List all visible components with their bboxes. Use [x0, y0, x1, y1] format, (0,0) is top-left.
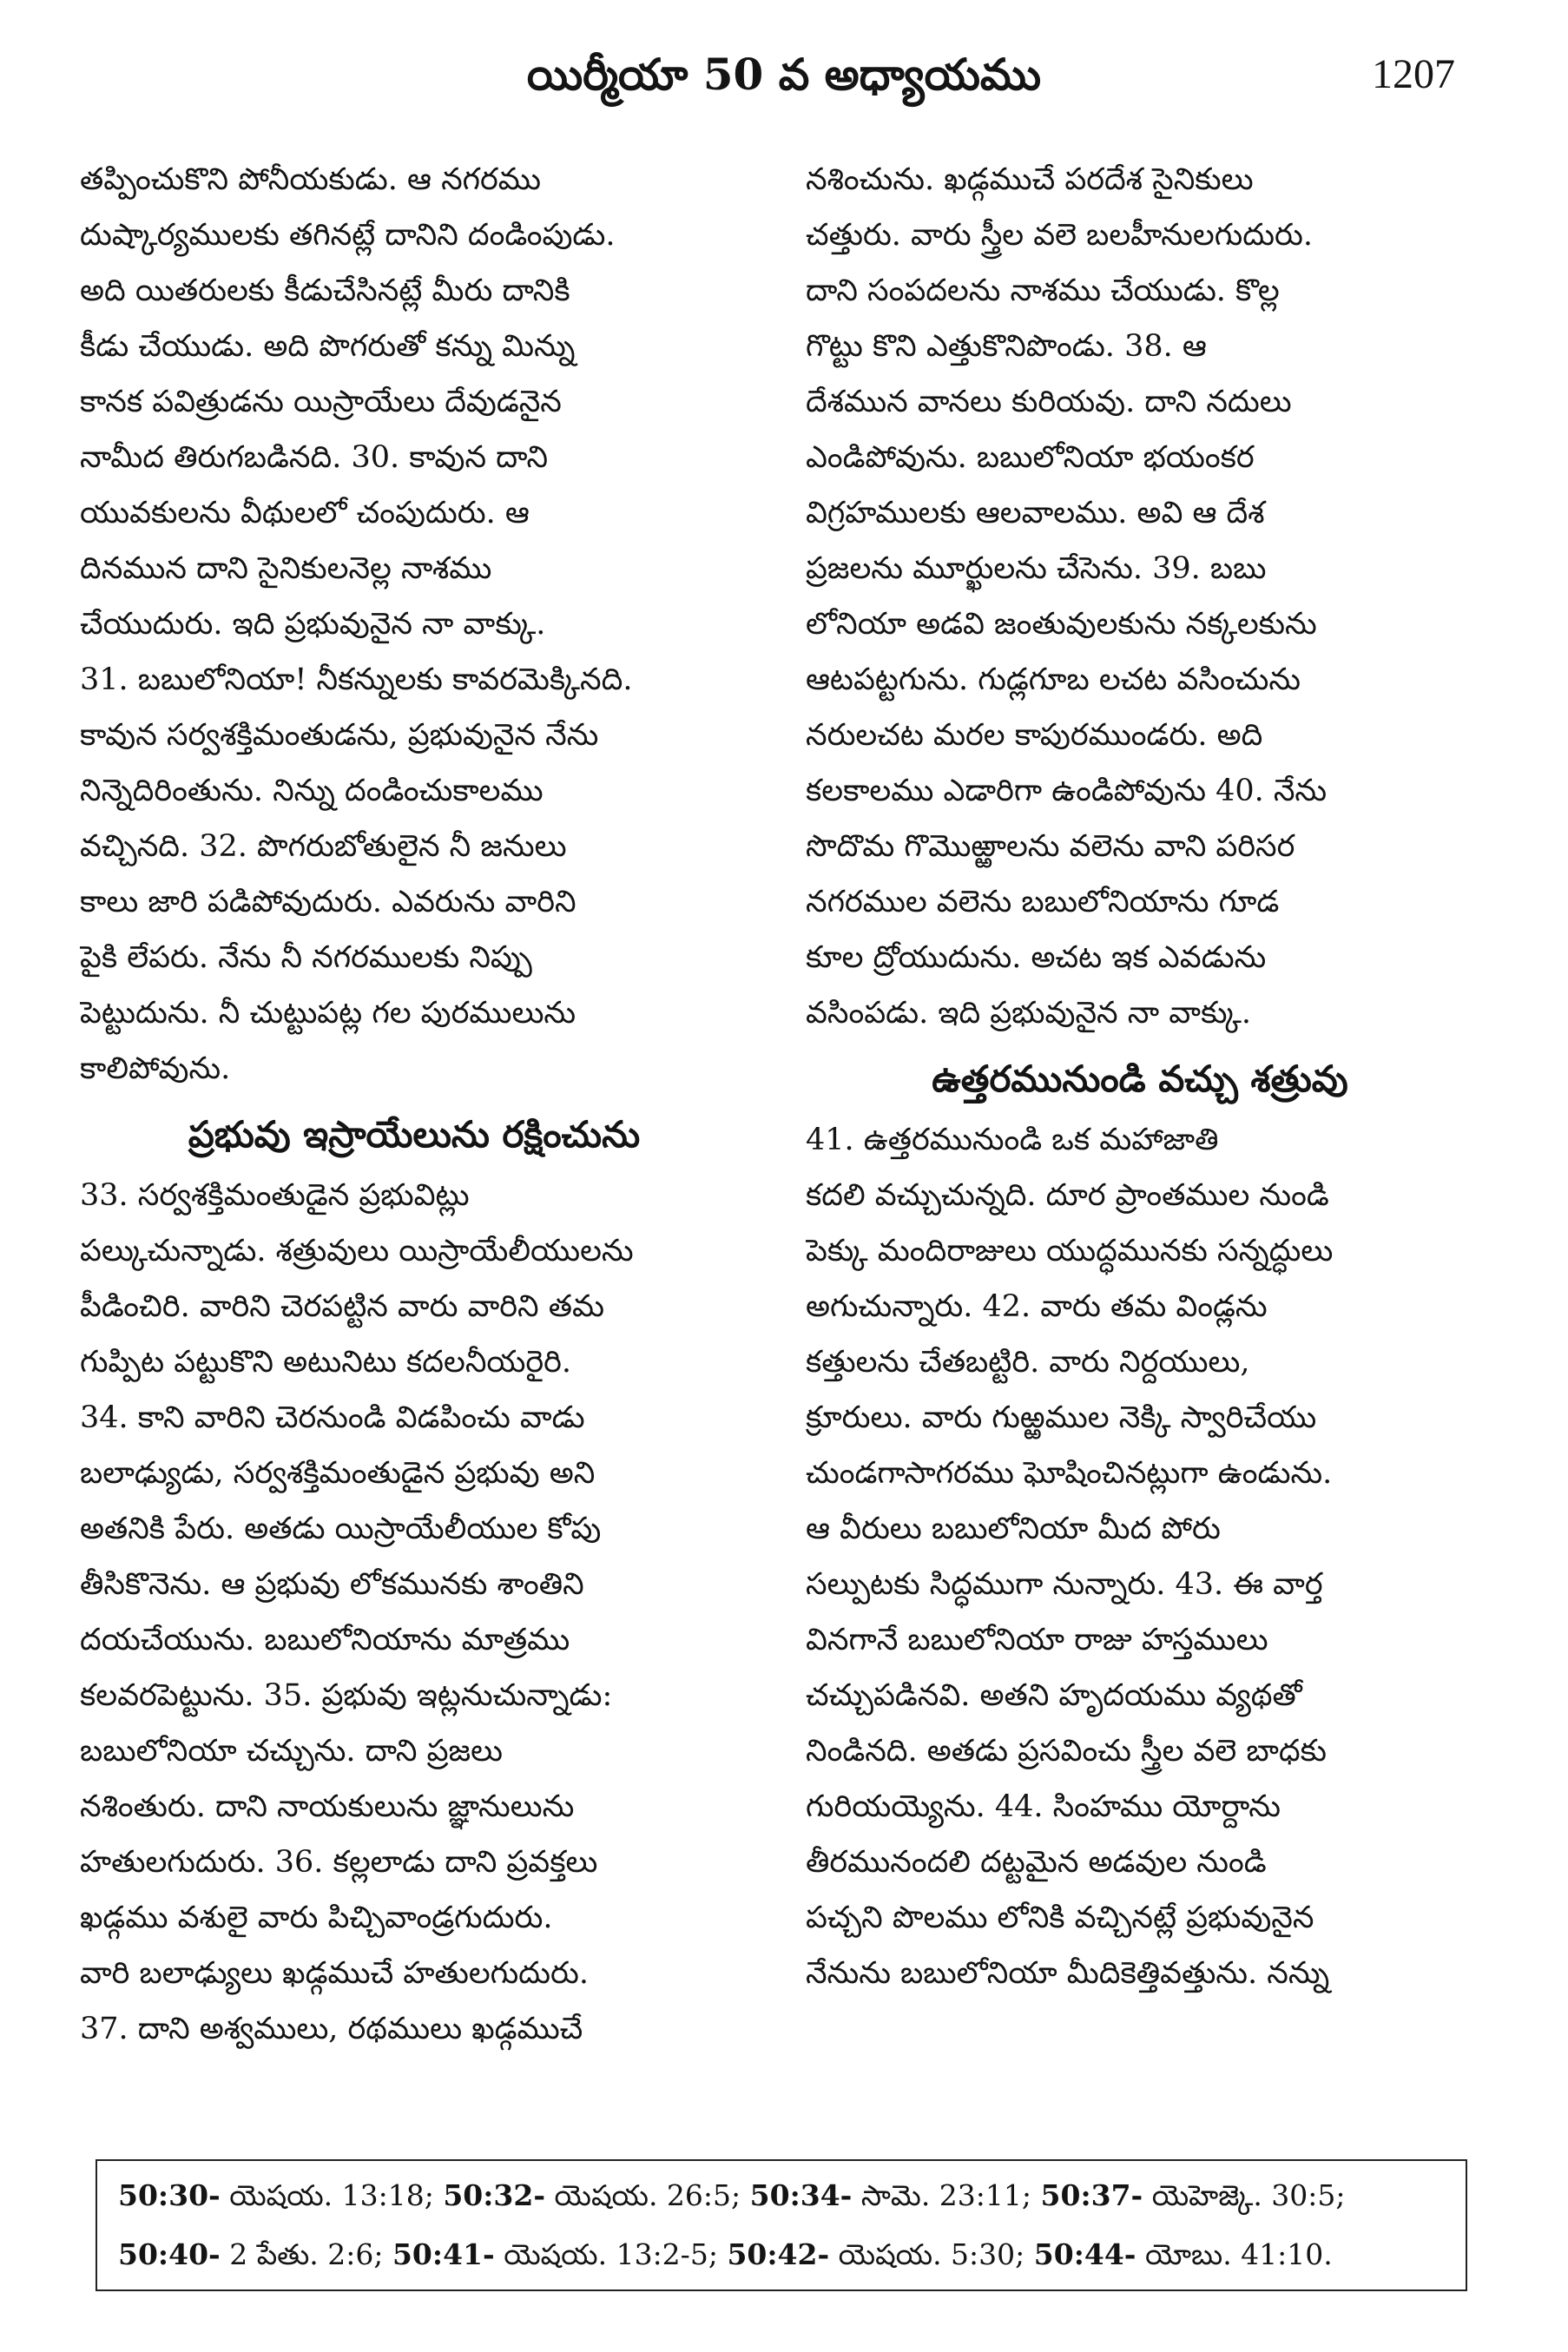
- page-header: [87, 40, 1481, 109]
- text-line: అగుచున్నారు. 42. వారు తమ విండ్లను: [806, 1289, 1268, 1324]
- text-line: నశించును. ఖడ్గముచే పరదేశ సైనికులు: [806, 162, 1254, 197]
- text-line: క్రూరులు. వారు గుఱ్ఱముల నెక్కి స్వారిచేయు: [806, 1400, 1317, 1435]
- text-line: నిండినది. అతడు ప్రసవించు స్త్రీల వలె బాధకు: [806, 1734, 1327, 1769]
- text-line: పైకి లేపరు. నేను నీ నగరములకు నిప్పు: [80, 940, 532, 975]
- footnote-text: యెషయ. 13:18;: [220, 2178, 444, 2212]
- text-line: విగ్రహములకు ఆలవాలము. అవి ఆ దేశ: [806, 496, 1265, 530]
- text-line: తీసికొనెను. ఆ ప్రభువు లోకమునకు శాంతిని: [80, 1567, 584, 1602]
- text-line: కదలి వచ్చుచున్నది. దూర ప్రాంతముల నుండి: [806, 1178, 1329, 1213]
- text-line: పెట్టుదును. నీ చుట్టుపట్ల గల పురములును: [80, 996, 576, 1031]
- footnote-text: సామె. 23:11;: [852, 2178, 1041, 2212]
- text-line: చత్తురు. వారు స్త్రీల వలె బలహీనులగుదురు.: [806, 218, 1314, 253]
- footnote-ref: 50:30-: [118, 2178, 221, 2212]
- text-line: 34. కాని వారిని చెరనుండి విడపించు వాడు: [80, 1400, 585, 1435]
- text-line: ఖడ్గము వశులై వారు పిచ్చివాండ్రగుదురు.: [80, 1901, 553, 1935]
- text-line: వినగానే బబులోనియా రాజు హస్తములు: [806, 1623, 1268, 1657]
- text-line: కీడు చేయుడు. అది పొగరుతో కన్ను మిన్ను: [80, 329, 576, 364]
- left-text-bottom: [80, 1168, 748, 2057]
- text-line: సొదొమ గొమొఱ్ఱాలను వలెను వాని పరిసర: [806, 829, 1295, 864]
- text-line: 31. బబులోనియా! నీకన్నులకు కావరమెక్కినది.: [80, 662, 633, 697]
- text-line: నామీద తిరుగబడినది. 30. కావున దాని: [80, 440, 549, 475]
- text-line: ప్రజలను మూర్ఖులను చేసెను. 39. బబు: [806, 551, 1267, 586]
- text-line: కానక పవిత్రుడను యిస్రాయేలు దేవుడనైన: [80, 385, 562, 419]
- text-line: దేశమున వానలు కురియవు. దాని నదులు: [806, 385, 1292, 419]
- text-line: హతులగుదురు. 36. కల్లలాడు దాని ప్రవక్తలు: [80, 1845, 598, 1880]
- text-line: నగరముల వలెను బబులోనియాను గూడ: [806, 885, 1280, 919]
- text-line: చేయుదురు. ఇది ప్రభువునైన నా వాక్కు.: [80, 607, 546, 642]
- text-line: వచ్చినది. 32. పొగరుబోతులైన నీ జనులు: [80, 829, 567, 864]
- text-line: కలవరపెట్టును. 35. ప్రభువు ఇట్లనుచున్నాడు:: [80, 1678, 613, 1713]
- footnote-line: [118, 2166, 1445, 2225]
- footnote-line: [118, 2225, 1445, 2284]
- text-line: చచ్చుపడినవి. అతని హృదయము వ్యథతో: [806, 1678, 1302, 1713]
- text-line: బలాఢ్యుడు, సర్వశక్తిమంతుడైన ప్రభువు అని: [80, 1456, 596, 1491]
- text-line: గుప్పిట పట్టుకొని అటునిటు కదలనీయరైరి.: [80, 1345, 572, 1380]
- section-heading: ఉత్తరమునుండి వచ్చు శత్రువు: [932, 1057, 1348, 1100]
- text-line: 41. ఉత్తరమునుండి ఒక మహాజాతి: [806, 1123, 1219, 1157]
- text-line: దుష్కార్యములకు తగినట్లే దానిని దండింపుడు.: [80, 218, 616, 253]
- footnote-text: యెహెజ్కె. 30:5;: [1143, 2178, 1346, 2212]
- footnote-text: 2 పేతు. 2:6;: [220, 2237, 392, 2271]
- footnote-ref: 50:32-: [443, 2178, 546, 2212]
- text-line: గురియయ్యెను. 44. సింహము యోర్దాను: [806, 1789, 1281, 1824]
- footnote-ref: 50:37-: [1040, 2178, 1143, 2212]
- text-line: యువకులను వీథులలో చంపుదురు. ఆ: [80, 496, 530, 530]
- text-line: పల్కుచున్నాడు. శత్రువులు యిస్రాయేలీయులను: [80, 1234, 634, 1268]
- footnote-ref: 50:42-: [727, 2237, 830, 2271]
- text-line: నేనును బబులోనియా మీదికెత్తివత్తును. నన్ను: [806, 1956, 1330, 1991]
- page-number: 1207: [1372, 51, 1455, 97]
- text-line: కూల ద్రోయుదును. అచట ఇక ఎవడును: [806, 940, 1267, 975]
- text-line: బబులోనియా చచ్చును. దాని ప్రజలు: [80, 1734, 504, 1769]
- right-text-top: [806, 152, 1474, 1041]
- text-line: కావున సర్వశక్తిమంతుడను, ప్రభువునైన నేను: [80, 718, 599, 753]
- text-line: సల్పుటకు సిద్ధముగా నున్నారు. 43. ఈ వార్త: [806, 1567, 1323, 1602]
- text-line: పెక్కు మందిరాజులు యుద్ధమునకు సన్నద్ధులు: [806, 1234, 1334, 1268]
- text-line: గొట్టు కొని ఎత్తుకొనిపొండు. 38. ఆ: [806, 329, 1207, 364]
- left-text-top: [80, 152, 748, 1097]
- footnote-text: యోబు. 41:10.: [1136, 2237, 1333, 2271]
- text-line: తప్పించుకొని పోనీయకుడు. ఆ నగరము: [80, 162, 541, 197]
- text-line: దినమున దాని సైనికులనెల్ల నాశము: [80, 551, 492, 586]
- text-line: వసింపడు. ఇది ప్రభువునైన నా వాక్కు.: [806, 996, 1252, 1031]
- text-line: నరులచట మరల కాపురముండరు. అది: [806, 718, 1263, 753]
- footnote-text: యెషయ. 26:5;: [545, 2178, 750, 2212]
- text-line: 33. సర్వశక్తిమంతుడైన ప్రభువిట్లు: [80, 1178, 470, 1213]
- text-line: నశింతురు. దాని నాయకులును జ్ఞానులును: [80, 1789, 575, 1824]
- text-line: నిన్నెదిరింతును. నిన్ను దండించుకాలము: [80, 774, 544, 808]
- text-line: కాలిపోవును.: [80, 1051, 231, 1086]
- text-line: వారి బలాఢ్యులు ఖడ్గముచే హతులగుదురు.: [80, 1956, 589, 1991]
- text-line: దయచేయును. బబులోనియాను మాత్రము: [80, 1623, 570, 1657]
- running-title: యిర్మీయా 50 వ అధ్యాయము: [526, 49, 1042, 100]
- right-text-bottom: [806, 1112, 1474, 2001]
- text-line: కలకాలము ఎడారిగా ఉండిపోవును 40. నేను: [806, 774, 1328, 808]
- footnote-ref: 50:44-: [1033, 2237, 1136, 2271]
- text-line: ఆ వీరులు బబులోనియా మీద పోరు: [806, 1512, 1221, 1546]
- footnote-ref: 50:40-: [118, 2237, 221, 2271]
- text-line: చుండగాసాగరము ఘోషించినట్లుగా ఉండును.: [806, 1456, 1333, 1491]
- footnote-ref: 50:34-: [749, 2178, 853, 2212]
- text-line: 37. దాని అశ్వములు, రథములు ఖడ్గముచే: [80, 2012, 583, 2046]
- text-line: తీరమునందలి దట్టమైన అడవుల నుండి: [806, 1845, 1267, 1880]
- text-line: లోనియా అడవి జంతువులకును నక్కలకును: [806, 607, 1317, 642]
- left-column: [80, 152, 748, 2057]
- footnotes-box: [96, 2159, 1467, 2291]
- right-column: [806, 152, 1474, 2001]
- text-line: దాని సంపదలను నాశము చేయుడు. కొల్ల: [806, 273, 1280, 308]
- text-line: కత్తులను చేతబట్టిరి. వారు నిర్దయులు,: [806, 1345, 1250, 1380]
- text-line: అతనికి పేరు. అతడు యిస్రాయేలీయుల కోపు: [80, 1512, 602, 1546]
- text-line: అది యితరులకు కీడుచేసినట్లే మీరు దానికి: [80, 273, 570, 308]
- section-heading: ప్రభువు ఇస్రాయేలును రక్షించును: [188, 1113, 641, 1156]
- text-line: కాలు జారి పడిపోవుదురు. ఎవరును వారిని: [80, 885, 576, 919]
- footnote-ref: 50:41-: [392, 2237, 495, 2271]
- text-line: పచ్చని పొలము లోనికి వచ్చినట్లే ప్రభువునైన: [806, 1901, 1314, 1935]
- footnote-text: యెషయ. 5:30;: [829, 2237, 1034, 2271]
- footnote-text: యెషయ. 13:2-5;: [494, 2237, 728, 2271]
- text-line: పీడించిరి. వారిని చెరపట్టిన వారు వారిని తమ: [80, 1289, 604, 1324]
- text-line: ఆటపట్టగును. గుడ్లగూబ లచట వసించును: [806, 662, 1301, 697]
- text-line: ఎండిపోవును. బబులోనియా భయంకర: [806, 440, 1255, 475]
